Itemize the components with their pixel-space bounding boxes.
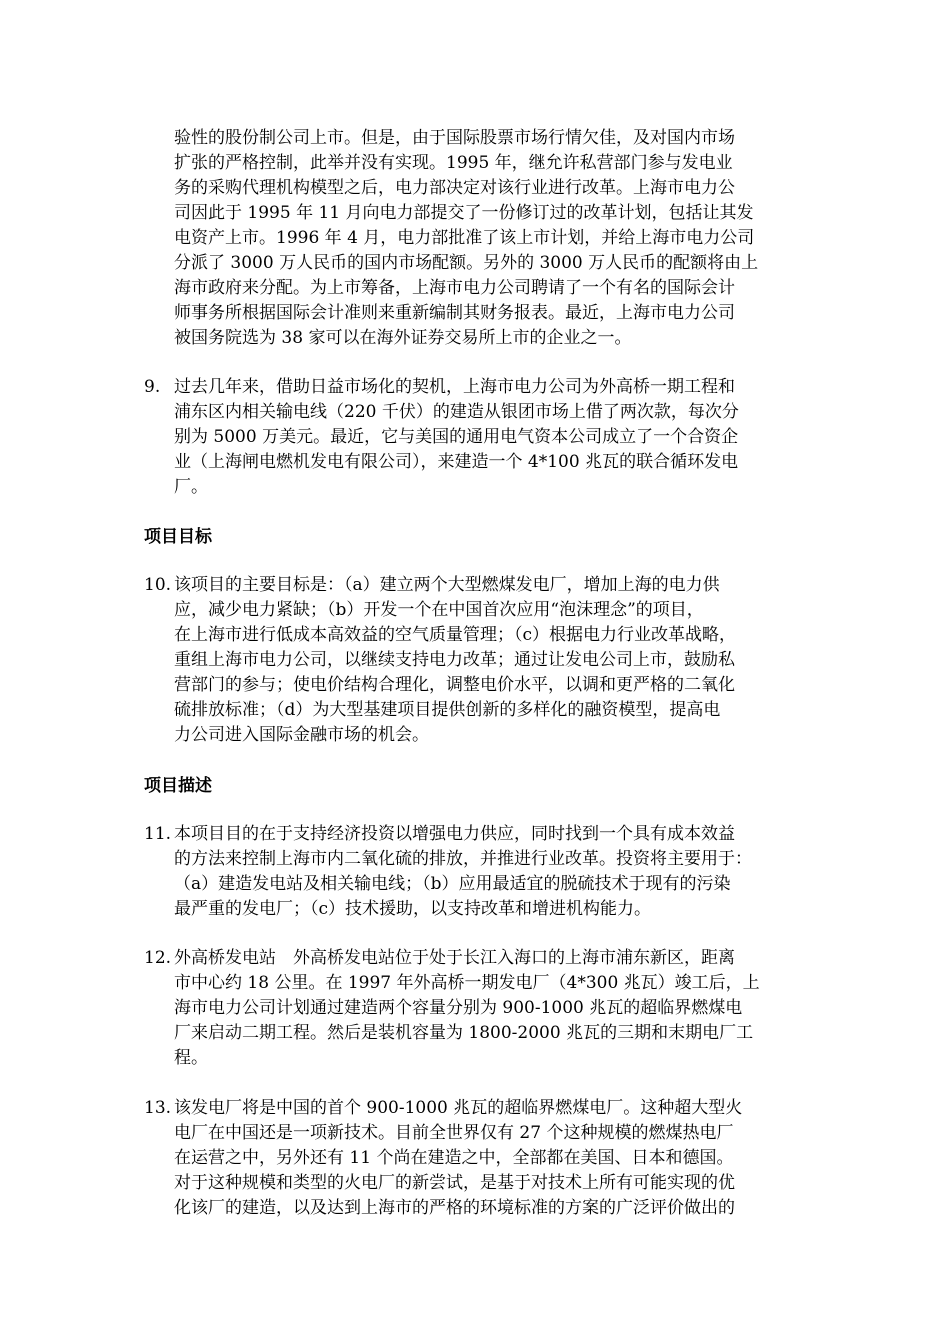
text-line: 在运营之中，另外还有 11 个尚在建造之中，全部都在美国、日本和德国。 <box>174 1148 734 1168</box>
text-line: 化该厂的建造，以及达到上海市的严格的环境标准的方案的广泛评价做出的 <box>174 1198 735 1218</box>
text-line: 业（上海闸电燃机发电有限公司），来建造一个 4*100 兆瓦的联合循环发电 <box>174 452 739 472</box>
paragraph-10 <box>174 573 824 748</box>
text-line: 浦东区内相关输电线（220 千伏）的建造从银团市场上借了两次款，每次分 <box>174 402 739 422</box>
paragraph-11-number: 11. <box>144 824 172 844</box>
text-line: 应，减少电力紧缺；（b）开发一个在中国首次应用“泡沫理念”的项目， <box>174 600 704 620</box>
text-line: 电厂在中国还是一项新技术。目前全世界仅有 27 个这种规模的燃煤热电厂 <box>174 1123 734 1143</box>
paragraph-10-number: 10. <box>144 575 172 595</box>
text-line: 海市电力公司计划通过建造两个容量分别为 900-1000 兆瓦的超临界燃煤电 <box>174 998 743 1018</box>
text-line: 营部门的参与；使电价结构合理化，调整电价水平，以调和更严格的二氧化 <box>174 675 735 695</box>
section-heading-description: 项目描述 <box>144 776 212 796</box>
text-line: 硫排放标准；（d）为大型基建项目提供创新的多样化的融资模型，提高电 <box>174 700 721 720</box>
text-line: 力公司进入国际金融市场的机会。 <box>174 725 429 745</box>
text-line: 该发电厂将是中国的首个 900-1000 兆瓦的超临界燃煤电厂。这种超大型火 <box>174 1098 743 1118</box>
text-line: 最严重的发电厂；（c）技术援助，以支持改革和增进机构能力。 <box>174 899 652 919</box>
text-line: 程。 <box>174 1048 208 1068</box>
text-line: 对于这种规模和类型的火电厂的新尝试，是基于对技术上所有可能实现的优 <box>174 1173 735 1193</box>
text-line: 该项目的主要目标是：（a）建立两个大型燃煤发电厂，增加上海的电力供 <box>174 575 720 595</box>
section-heading-objectives: 项目目标 <box>144 527 212 547</box>
text-line: 重组上海市电力公司，以继续支持电力改革；通过让发电公司上市，鼓励私 <box>174 650 735 670</box>
text-line: 分派了 3000 万人民币的国内市场配额。另外的 3000 万人民币的配额将由上 <box>174 253 759 273</box>
text-line: 厂来启动二期工程。然后是装机容量为 1800-2000 兆瓦的三期和末期电厂工 <box>174 1023 754 1043</box>
text-line: 别为 5000 万美元。最近，它与美国的通用电气资本公司成立了一个合资企 <box>174 427 739 447</box>
paragraph-13 <box>174 1096 824 1221</box>
paragraph-13-number: 13. <box>144 1098 172 1118</box>
paragraph-8-continuation <box>174 126 824 351</box>
text-line: 厂。 <box>174 477 208 497</box>
text-line: 司因此于 1995 年 11 月向电力部提交了一份修订过的改革计划，包括让其发 <box>174 203 754 223</box>
paragraph-12-number: 12. <box>144 948 172 968</box>
text-line: 外高桥发电站 外高桥发电站位于处于长江入海口的上海市浦东新区，距离 <box>174 948 735 968</box>
text-line: 扩张的严格控制，此举并没有实现。1995 年，继允许私营部门参与发电业 <box>174 153 733 173</box>
text-line: 验性的股份制公司上市。但是，由于国际股票市场行情欠佳，及对国内市场 <box>174 128 735 148</box>
paragraph-11 <box>174 822 824 922</box>
text-line: （a）建造发电站及相关输电线；（b）应用最适宜的脱硫技术于现有的污染 <box>174 874 731 894</box>
text-line: 本项目目的在于支持经济投资以增强电力供应，同时找到一个具有成本效益 <box>174 824 735 844</box>
text-line: 的方法来控制上海市内二氧化硫的排放，并推进行业改革。投资将主要用于： <box>174 849 752 869</box>
text-line: 在上海市进行低成本高效益的空气质量管理；（c）根据电力行业改革战略， <box>174 625 737 645</box>
text-line: 师事务所根据国际会计准则来重新编制其财务报表。最近，上海市电力公司 <box>174 303 735 323</box>
paragraph-9-number: 9. <box>144 377 161 397</box>
text-line: 过去几年来，借助日益市场化的契机，上海市电力公司为外高桥一期工程和 <box>174 377 735 397</box>
text-line: 海市政府来分配。为上市筹备，上海市电力公司聘请了一个有名的国际会计 <box>174 278 735 298</box>
text-line: 电资产上市。1996 年 4 月，电力部批准了该上市计划，并给上海市电力公司 <box>174 228 755 248</box>
text-line: 市中心约 18 公里。在 1997 年外高桥一期发电厂（4*300 兆瓦）竣工后，上 <box>174 973 760 993</box>
paragraph-12 <box>174 946 824 1071</box>
text-line: 务的采购代理机构模型之后，电力部决定对该行业进行改革。上海市电力公 <box>174 178 735 198</box>
paragraph-9 <box>174 375 824 500</box>
text-line: 被国务院选为 38 家可以在海外证券交易所上市的企业之一。 <box>174 328 632 348</box>
